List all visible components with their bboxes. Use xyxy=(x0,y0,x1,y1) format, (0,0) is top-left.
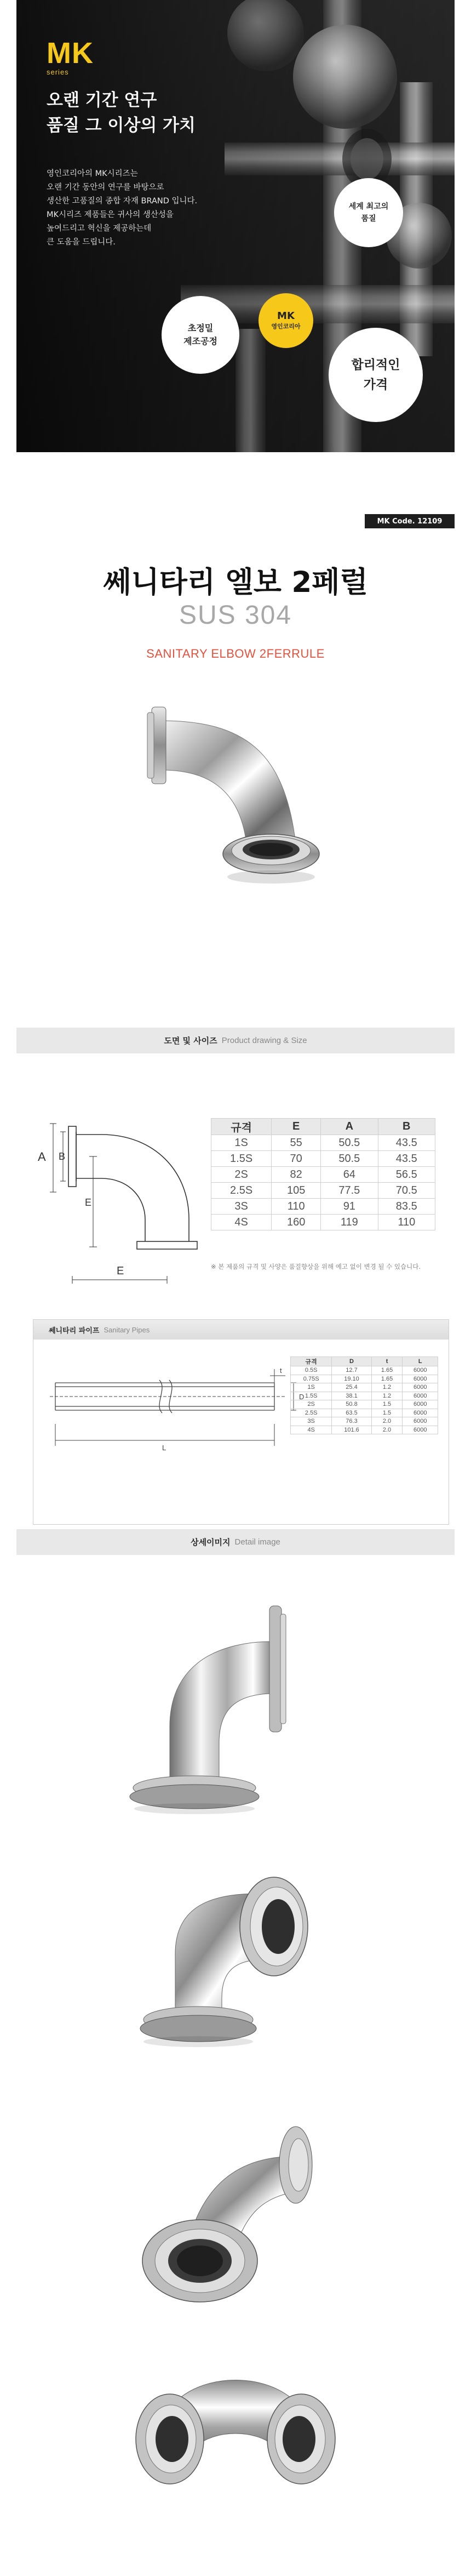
section-title-en: Product drawing & Size xyxy=(221,1036,307,1045)
section-title-ko: 도면 및 사이즈 xyxy=(164,1036,217,1046)
table-cell: 25.4 xyxy=(332,1383,371,1392)
table-cell: 1.2 xyxy=(371,1392,403,1400)
badge-precision-process xyxy=(162,296,239,374)
badge-text: 가격 xyxy=(363,378,388,392)
badge-text: 세계 최고의 xyxy=(348,202,389,211)
table-cell: 50.5 xyxy=(321,1151,378,1167)
brand-mark: MK xyxy=(47,37,94,70)
table-cell: 160 xyxy=(272,1215,321,1230)
table-cell: 12.7 xyxy=(332,1366,371,1375)
table-cell: 4S xyxy=(211,1215,272,1230)
table-cell: 1.65 xyxy=(371,1366,403,1375)
table-cell: 2.0 xyxy=(371,1417,403,1426)
pipe-panel-header xyxy=(33,1320,449,1340)
product-code-label: MK Code. 12109 xyxy=(365,514,455,528)
table-cell: 6000 xyxy=(403,1366,438,1375)
table-cell: 82 xyxy=(272,1167,321,1183)
badge-reasonable-price xyxy=(329,328,423,422)
hero-description-line: 생산한 고품질의 종합 자재 BRAND 입니다. xyxy=(47,197,198,206)
table-cell: 1.65 xyxy=(371,1375,403,1383)
product-english-name: SANITARY ELBOW 2FERRULE xyxy=(146,647,325,660)
hero-description xyxy=(47,167,211,249)
table-header-cell: 규격 xyxy=(211,1119,272,1135)
badge-text: MK xyxy=(277,310,295,322)
pipe-title-en: Sanitary Pipes xyxy=(104,1325,150,1334)
table-cell: 64 xyxy=(321,1167,378,1183)
hero-description-line: 영인코리아의 MK시리즈는 xyxy=(47,169,138,178)
table-header-row xyxy=(291,1357,438,1366)
table-header-cell: D xyxy=(332,1357,371,1366)
elbow-size-table xyxy=(211,1118,435,1230)
hero-title-line: 품질 그 이상의 가치 xyxy=(47,116,196,135)
table-row xyxy=(291,1426,438,1434)
table-row xyxy=(291,1383,438,1392)
table-cell: 2S xyxy=(211,1167,272,1183)
section-bar-detail xyxy=(16,1529,455,1555)
table-cell: 1S xyxy=(291,1383,332,1392)
table-cell: 43.5 xyxy=(378,1151,435,1167)
badge-text: 영인코리아 xyxy=(271,323,301,330)
pipe-size-table xyxy=(290,1357,438,1434)
table-cell: 6000 xyxy=(403,1400,438,1409)
table-row xyxy=(211,1183,435,1199)
hero-description-line: 오랜 기간 동안의 연구를 바탕으로 xyxy=(47,183,164,192)
dimension-label-e-vertical: E xyxy=(85,1197,92,1208)
badge-world-best-quality xyxy=(334,178,403,247)
pipe-dimension-drawing xyxy=(44,1358,313,1468)
detail-image-top xyxy=(110,2321,361,2551)
table-cell: 6000 xyxy=(403,1409,438,1417)
brand-series-label: series xyxy=(47,68,69,76)
table-cell: 1S xyxy=(211,1135,272,1151)
spec-change-notice: ※ 본 제품의 규격 및 사양은 품질향상을 위해 예고 없이 변경 될 수 있습니다. xyxy=(211,1263,421,1270)
section-title-en: Detail image xyxy=(234,1537,280,1547)
table-row xyxy=(211,1135,435,1151)
table-cell: 1.5S xyxy=(291,1392,332,1400)
section-bar-drawing xyxy=(16,1028,455,1053)
table-row xyxy=(291,1366,438,1375)
table-cell: 6000 xyxy=(403,1392,438,1400)
dimension-label-b: B xyxy=(59,1151,66,1162)
table-cell: 2.5S xyxy=(291,1409,332,1417)
table-cell: 55 xyxy=(272,1135,321,1151)
hero-title xyxy=(47,88,196,138)
table-cell: 2.0 xyxy=(371,1426,403,1434)
table-header-cell: A xyxy=(321,1119,378,1135)
table-header-cell: t xyxy=(371,1357,403,1366)
detail-image-bottom xyxy=(110,2105,361,2335)
product-material: SUS 304 xyxy=(179,601,292,630)
table-cell: 38.1 xyxy=(332,1392,371,1400)
hero-title-line: 오랜 기간 연구 xyxy=(47,90,157,110)
table-cell: 6000 xyxy=(403,1417,438,1426)
table-header-cell: 규격 xyxy=(291,1357,332,1366)
table-header-cell: B xyxy=(378,1119,435,1135)
table-cell: 50.8 xyxy=(332,1400,371,1409)
table-cell: 70 xyxy=(272,1151,321,1167)
table-cell: 2S xyxy=(291,1400,332,1409)
table-cell: 3S xyxy=(291,1417,332,1426)
table-cell: 1.5 xyxy=(371,1409,403,1417)
table-cell: 1.5S xyxy=(211,1151,272,1167)
table-cell: 6000 xyxy=(403,1383,438,1392)
table-cell: 43.5 xyxy=(378,1135,435,1151)
table-row xyxy=(291,1400,438,1409)
table-header-row xyxy=(211,1119,435,1135)
table-cell: 56.5 xyxy=(378,1167,435,1183)
table-cell: 50.5 xyxy=(321,1135,378,1151)
table-cell: 6000 xyxy=(403,1426,438,1434)
section-title-ko: 상세이미지 xyxy=(191,1537,231,1547)
hero-description-line: MK시리즈 제품들은 귀사의 생산성을 xyxy=(47,210,174,219)
badge-text: 초정밀 xyxy=(187,323,214,333)
table-cell: 70.5 xyxy=(378,1183,435,1199)
table-cell: 83.5 xyxy=(378,1199,435,1215)
dimension-label-e-horizontal: E xyxy=(117,1265,124,1277)
table-cell: 119 xyxy=(321,1215,378,1230)
detail-image-front xyxy=(110,1589,361,1820)
pipe-title-ko: 쎄니타리 파이프 xyxy=(49,1326,100,1335)
table-header-cell: E xyxy=(272,1119,321,1135)
elbow-dimension-drawing xyxy=(30,1096,227,1310)
table-cell: 4S xyxy=(291,1426,332,1434)
table-cell: 63.5 xyxy=(332,1409,371,1417)
table-cell: 2.5S xyxy=(211,1183,272,1199)
badge-text: 품질 xyxy=(361,214,376,223)
pipe-label-diameter: D xyxy=(299,1393,305,1401)
table-cell: 1.5 xyxy=(371,1400,403,1409)
product-title: 쎄니타리 엘보 2페럴 xyxy=(103,566,368,599)
badge-text: 합리적인 xyxy=(351,358,400,372)
table-row xyxy=(291,1409,438,1417)
table-row xyxy=(291,1417,438,1426)
table-row xyxy=(291,1392,438,1400)
pipe-label-length: L xyxy=(162,1444,166,1452)
table-cell: 110 xyxy=(272,1199,321,1215)
hero-description-line: 큰 도움을 드립니다. xyxy=(47,238,116,247)
elbow-product-image xyxy=(140,680,331,910)
badge-mk-brand xyxy=(259,293,313,348)
table-cell: 101.6 xyxy=(332,1426,371,1434)
table-cell: 3S xyxy=(211,1199,272,1215)
table-cell: 76.3 xyxy=(332,1417,371,1426)
table-cell: 19.10 xyxy=(332,1375,371,1383)
table-cell: 6000 xyxy=(403,1375,438,1383)
table-row xyxy=(211,1167,435,1183)
hero-description-line: 높여드리고 혁신을 제공하는데 xyxy=(47,224,152,233)
table-cell: 105 xyxy=(272,1183,321,1199)
detail-image-angled xyxy=(110,1844,361,2075)
table-cell: 110 xyxy=(378,1215,435,1230)
table-row xyxy=(211,1199,435,1215)
table-row xyxy=(211,1151,435,1167)
table-cell: 91 xyxy=(321,1199,378,1215)
hero-banner xyxy=(16,0,455,452)
table-cell: 1.2 xyxy=(371,1383,403,1392)
table-row xyxy=(211,1215,435,1230)
pipe-label-thickness: t xyxy=(280,1366,282,1375)
dimension-label-a: A xyxy=(38,1150,46,1164)
table-cell: 77.5 xyxy=(321,1183,378,1199)
table-row xyxy=(291,1375,438,1383)
brand-logo xyxy=(47,38,94,76)
table-cell: 0.75S xyxy=(291,1375,332,1383)
table-header-cell: L xyxy=(403,1357,438,1366)
table-cell: 0.5S xyxy=(291,1366,332,1375)
badge-text: 제조공정 xyxy=(183,336,217,346)
